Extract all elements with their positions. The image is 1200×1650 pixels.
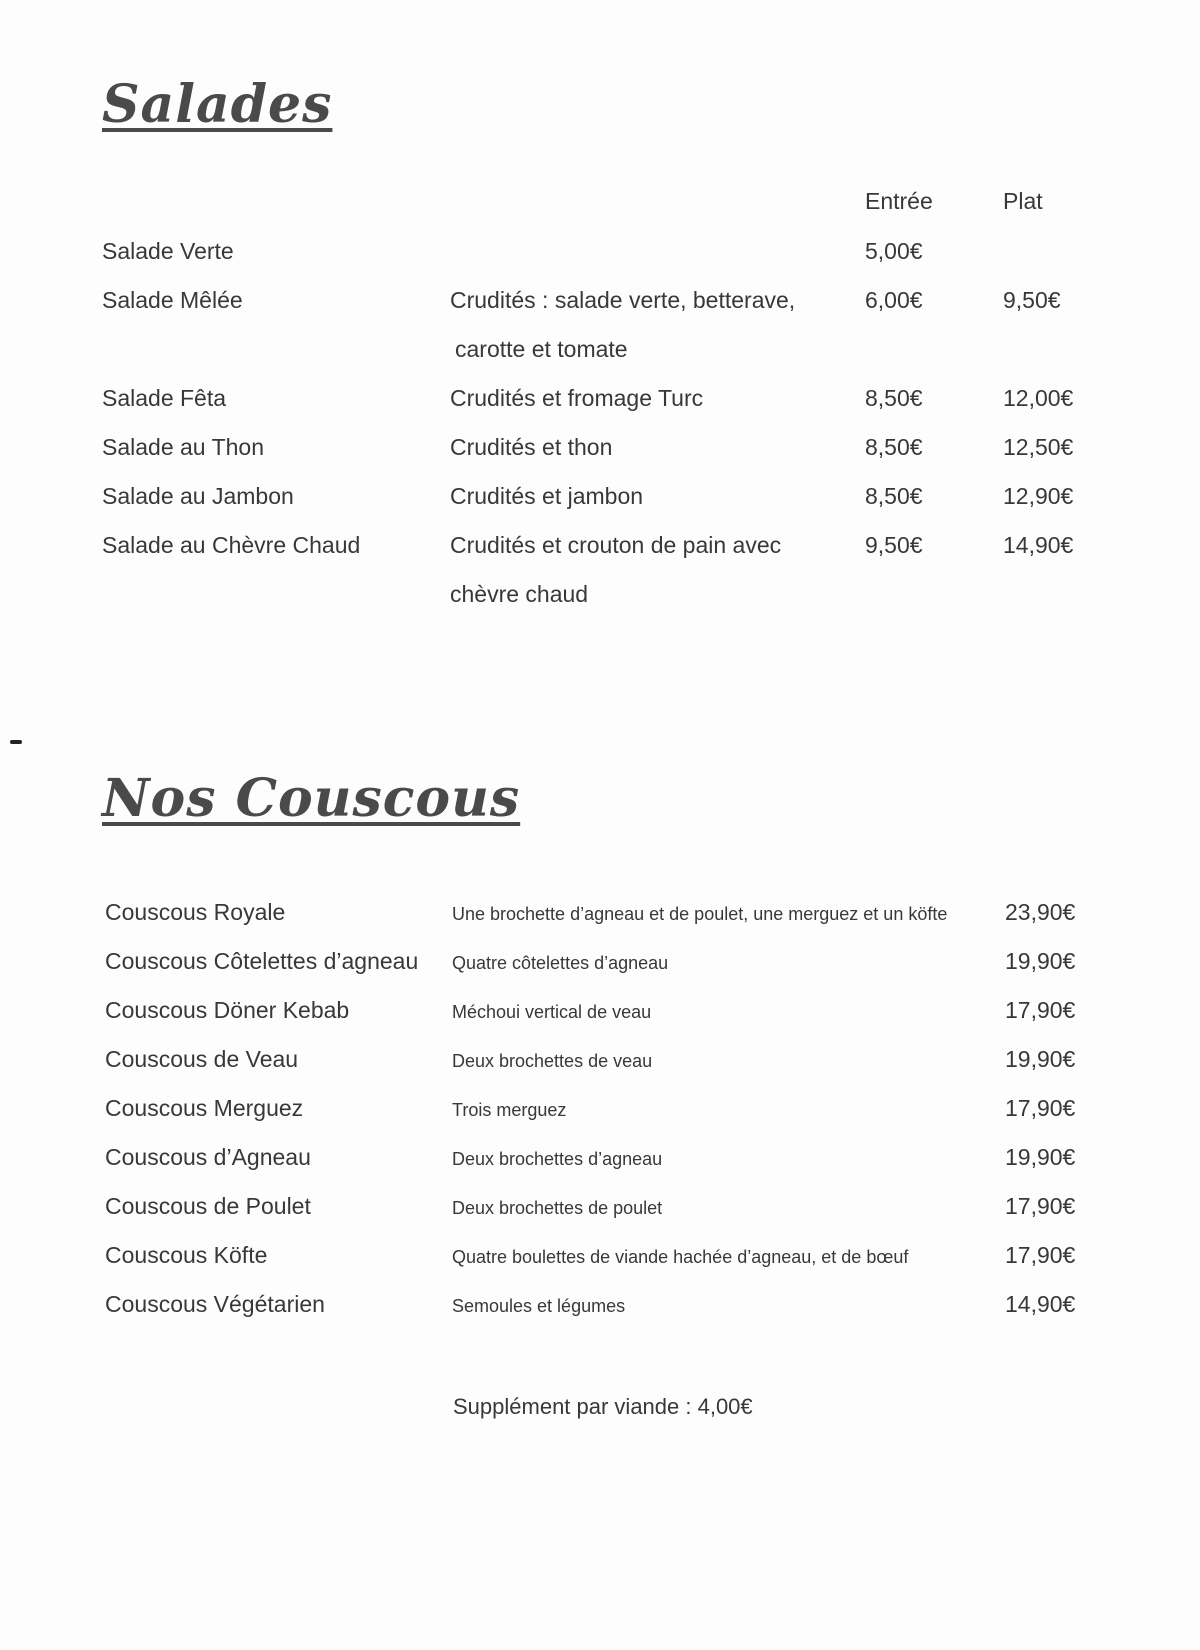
salade-description: Crudités : salade verte, betterave, [450, 287, 796, 313]
salade-name: Salade Verte [102, 238, 234, 264]
couscous-price: 17,90€ [1005, 1095, 1076, 1121]
salade-name: Salade Fêta [102, 385, 227, 411]
salade-entree-price: 6,00€ [865, 287, 923, 313]
couscous-price: 17,90€ [1005, 1193, 1076, 1219]
salade-name: Salade au Thon [102, 434, 264, 460]
couscous-description: Deux brochettes de veau [452, 1051, 653, 1071]
salade-description: Crudités et crouton de pain avec [450, 532, 782, 558]
salade-plat-price: 12,50€ [1003, 434, 1074, 460]
supplement-note: Supplément par viande : 4,00€ [453, 1394, 753, 1419]
couscous-price: 17,90€ [1005, 997, 1076, 1023]
salade-entree-price: 8,50€ [865, 483, 923, 509]
salade-plat-price: 12,00€ [1003, 385, 1074, 411]
salade-entree-price: 8,50€ [865, 434, 923, 460]
couscous-description: Une brochette d’agneau et de poulet, une merguez et un köfte [452, 904, 948, 924]
couscous-description: Méchoui vertical de veau [452, 1002, 652, 1022]
salade-name: Salade au Chèvre Chaud [102, 532, 361, 558]
entree-column-header: Entrée [865, 188, 933, 214]
couscous-description: Deux brochettes d’agneau [452, 1149, 663, 1169]
salade-description-continued: carotte et tomate [455, 336, 628, 362]
couscous-price: 19,90€ [1005, 1046, 1076, 1072]
salade-description: Crudités et jambon [450, 483, 644, 509]
couscous-name: Couscous Végétarien [105, 1291, 325, 1317]
couscous-price: 19,90€ [1005, 948, 1076, 974]
couscous-name: Couscous d’Agneau [105, 1144, 311, 1170]
salade-entree-price: 9,50€ [865, 532, 923, 558]
salade-plat-price: 9,50€ [1003, 287, 1061, 313]
salade-entree-price: 5,00€ [865, 238, 923, 264]
couscous-name: Couscous de Poulet [105, 1193, 311, 1219]
couscous-description: Quatre boulettes de viande hachée d’agneau, et de bœuf [452, 1247, 909, 1267]
couscous-description: Quatre côtelettes d’agneau [452, 953, 669, 973]
couscous-price: 23,90€ [1005, 899, 1076, 925]
couscous-name: Couscous Royale [105, 899, 286, 925]
salade-description: Crudités et thon [450, 434, 613, 460]
salade-name: Salade au Jambon [102, 483, 294, 509]
salade-plat-price: 12,90€ [1003, 483, 1074, 509]
couscous-name: Couscous Döner Kebab [105, 997, 350, 1023]
scan-speck [10, 740, 22, 744]
salades-title: Salades [102, 74, 333, 135]
salade-description-continued: chèvre chaud [450, 581, 589, 607]
couscous-name: Couscous de Veau [105, 1046, 299, 1072]
couscous-name: Couscous Köfte [105, 1242, 268, 1268]
plat-column-header: Plat [1003, 188, 1043, 214]
couscous-name: Couscous Merguez [105, 1095, 304, 1121]
couscous-name: Couscous Côtelettes d’agneau [105, 948, 419, 974]
couscous-description: Deux brochettes de poulet [452, 1198, 663, 1218]
couscous-description: Semoules et légumes [452, 1296, 626, 1316]
couscous-description: Trois merguez [452, 1100, 567, 1120]
salade-description: Crudités et fromage Turc [450, 385, 704, 411]
couscous-price: 17,90€ [1005, 1242, 1076, 1268]
couscous-title: Nos Couscous [102, 768, 521, 829]
salade-plat-price: 14,90€ [1003, 532, 1074, 558]
couscous-price: 19,90€ [1005, 1144, 1076, 1170]
salade-name: Salade Mêlée [102, 287, 243, 313]
salade-entree-price: 8,50€ [865, 385, 923, 411]
couscous-price: 14,90€ [1005, 1291, 1076, 1317]
